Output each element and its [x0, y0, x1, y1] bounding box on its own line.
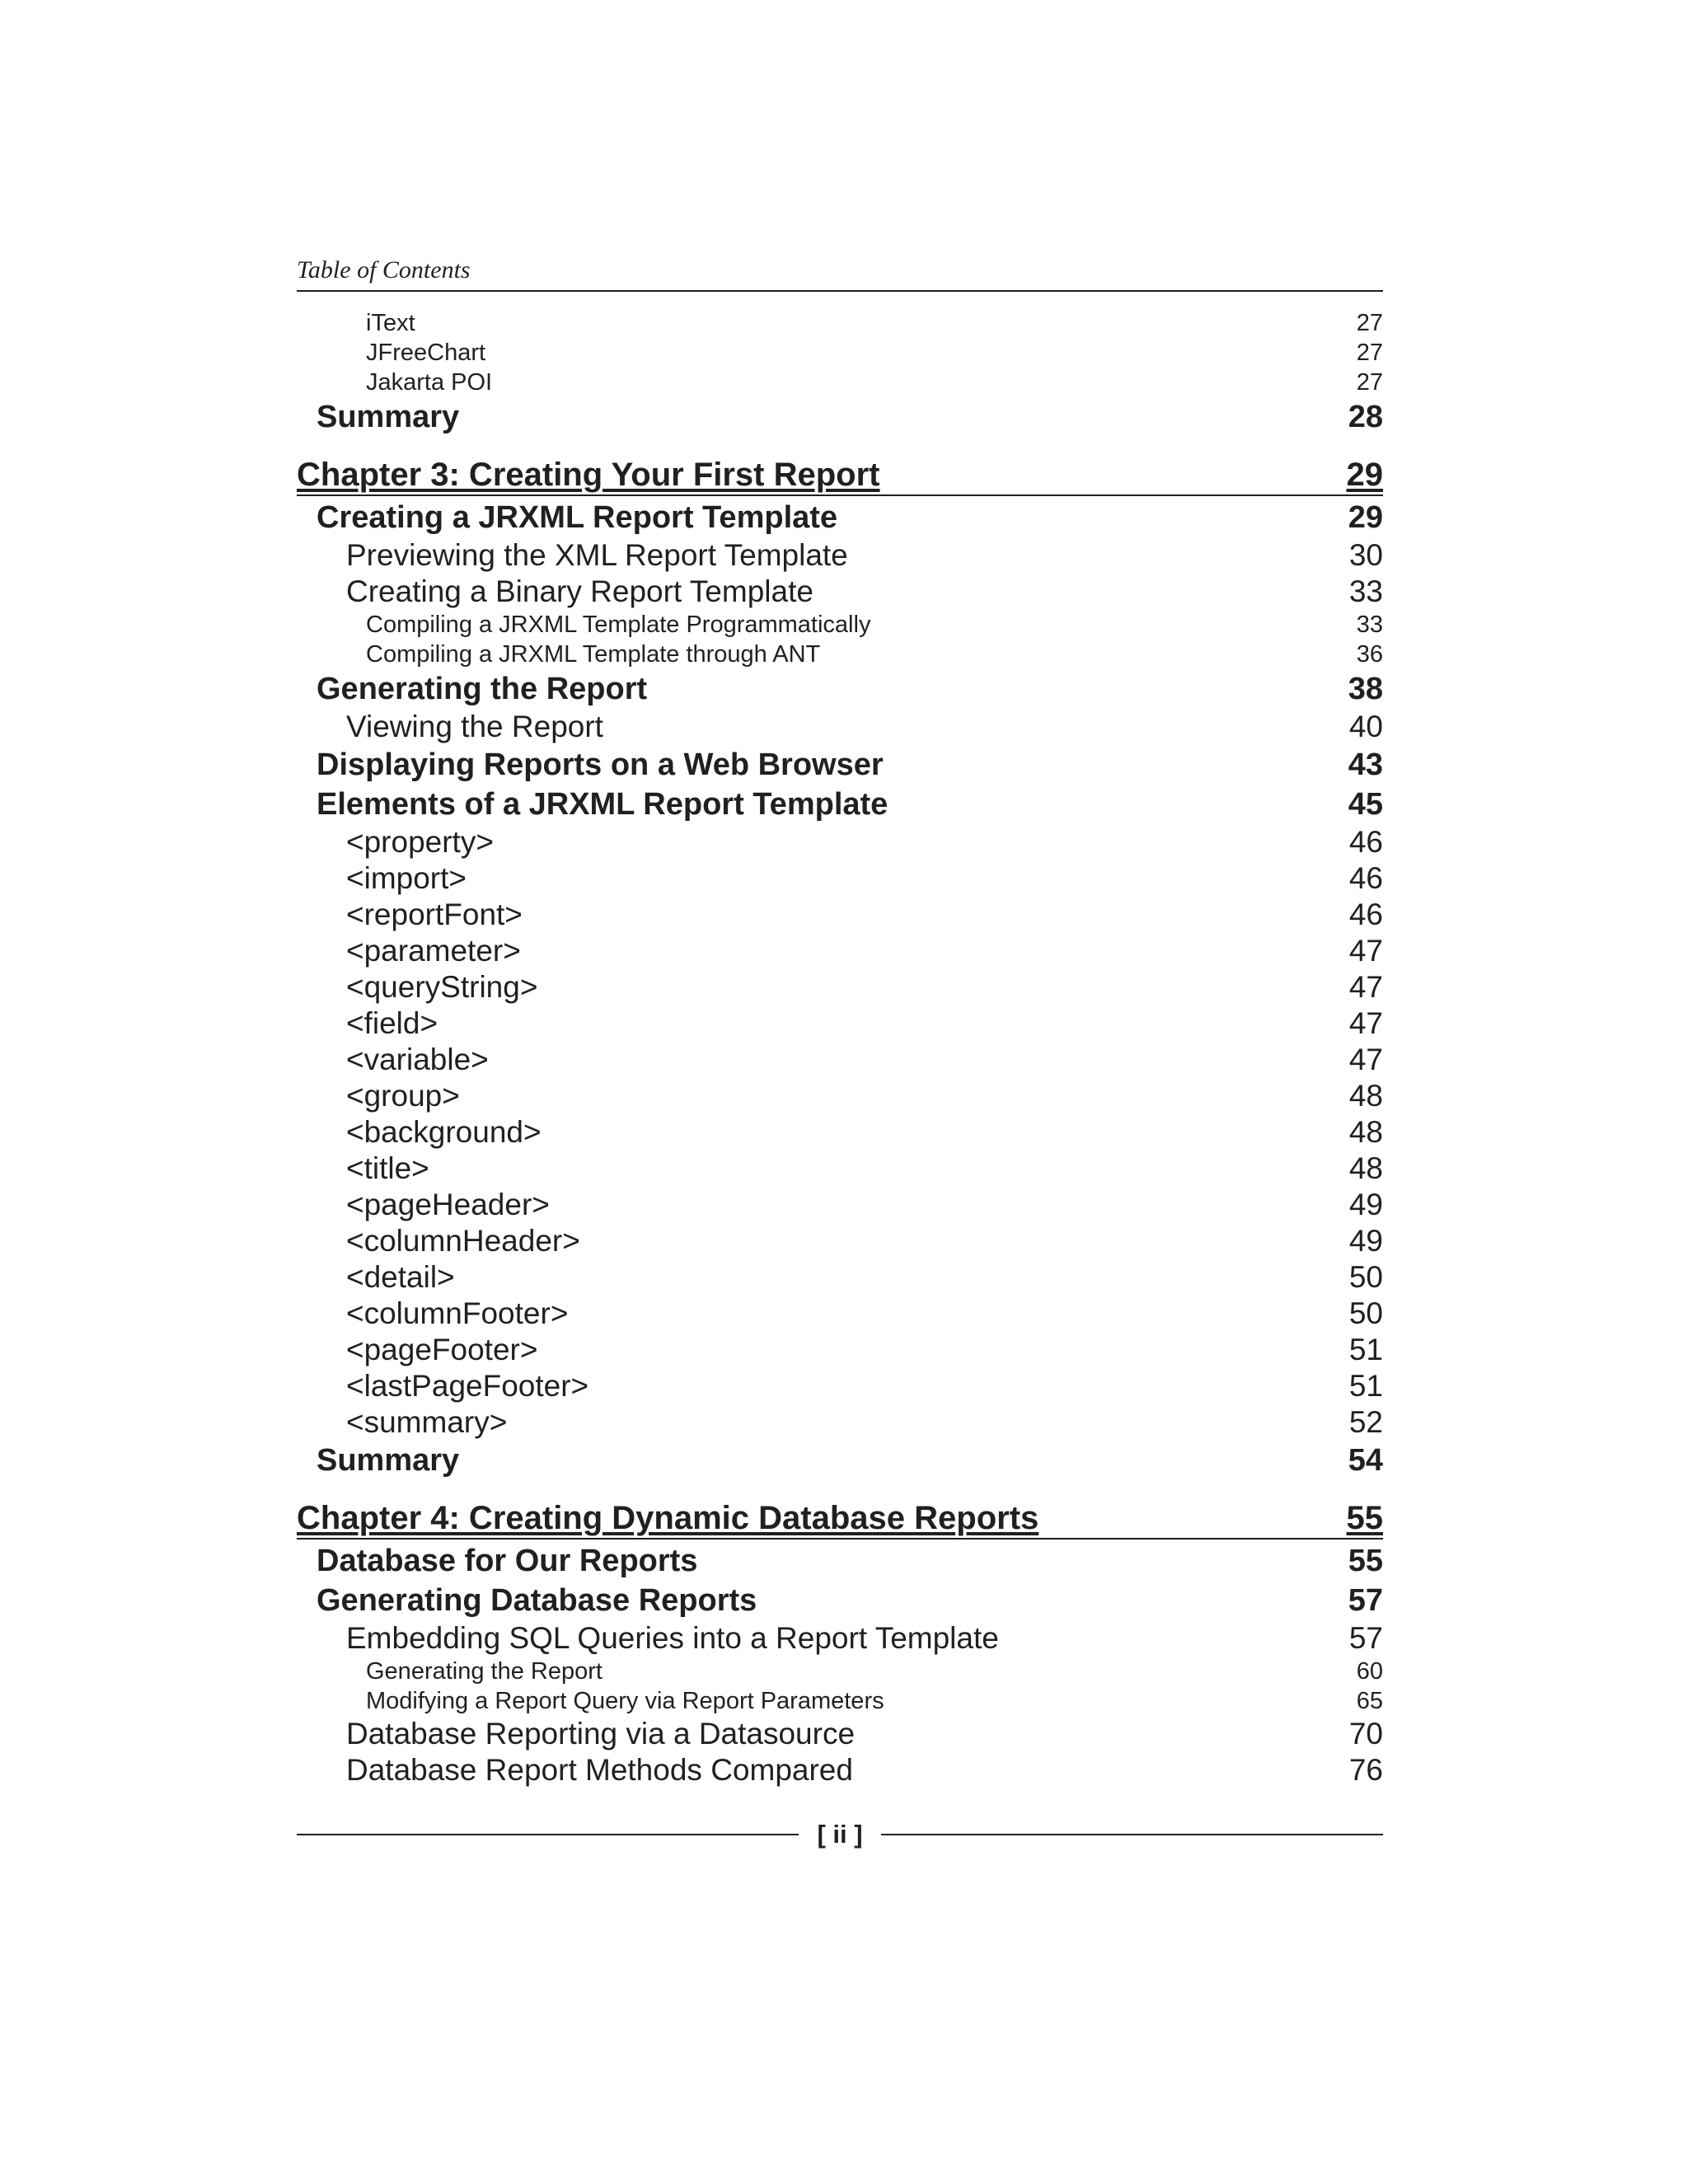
toc-entry-page: 46	[1348, 898, 1383, 931]
toc-entry-page: 47	[1348, 934, 1383, 968]
table-of-contents	[297, 308, 1383, 1788]
toc-entry-element-tag	[297, 1078, 1383, 1114]
toc-entry-page: 54	[1348, 1443, 1383, 1478]
toc-entry-previewing	[297, 537, 1383, 574]
toc-entry-element-tag	[297, 933, 1383, 969]
toc-entry-element-tag	[297, 1114, 1383, 1151]
toc-entry-compile-ant	[297, 640, 1383, 669]
toc-entry-element-tag	[297, 1005, 1383, 1042]
toc-entry-compile-programmatically	[297, 610, 1383, 640]
toc-entry-summary-ch2	[297, 397, 1383, 437]
toc-entry-label: Jakarta POI	[366, 369, 493, 396]
toc-entry-element-tag	[297, 1404, 1383, 1441]
toc-entry-element-tag	[297, 1223, 1383, 1259]
toc-entry-label: Elements of a JRXML Report Template	[316, 787, 889, 822]
toc-entry-label: Summary	[316, 400, 460, 434]
toc-entry-label: <variable>	[346, 1043, 489, 1076]
toc-entry-label: Modifying a Report Query via Report Parameters	[366, 1688, 884, 1714]
footer-rule-right	[881, 1834, 1383, 1835]
toc-entry-modifying-query	[297, 1686, 1383, 1716]
toc-entry-label: <queryString>	[346, 970, 538, 1004]
toc-entry-page: 47	[1348, 970, 1383, 1004]
toc-entry-page: 46	[1348, 861, 1383, 895]
toc-entry-page: 43	[1348, 748, 1383, 782]
toc-entry-datasource	[297, 1716, 1383, 1752]
toc-entry-element-tag	[297, 824, 1383, 860]
toc-entry-elements	[297, 785, 1383, 824]
toc-entry-element-tag	[297, 969, 1383, 1005]
toc-entry-label: Database Report Methods Compared	[346, 1753, 853, 1787]
toc-entry-label: <columnHeader>	[346, 1224, 580, 1258]
toc-entry-element-tag	[297, 1332, 1383, 1368]
toc-entry-creating-template	[297, 498, 1383, 537]
toc-entry-label: Database for Our Reports	[316, 1544, 698, 1578]
toc-entry-summary-ch3	[297, 1441, 1383, 1480]
toc-entry-page: 27	[1356, 340, 1383, 366]
toc-entry-label: Database Reporting via a Datasource	[346, 1717, 856, 1750]
toc-entry-label: <title>	[346, 1151, 429, 1185]
toc-entry-element-tag	[297, 1187, 1383, 1223]
toc-entry-database	[297, 1541, 1383, 1581]
toc-entry-label: Displaying Reports on a Web Browser	[316, 748, 884, 782]
toc-entry-page: 33	[1348, 574, 1383, 608]
toc-entry-page: 50	[1348, 1296, 1383, 1330]
toc-entry-label: Generating Database Reports	[316, 1583, 757, 1618]
toc-entry-label: <summary>	[346, 1405, 508, 1439]
toc-entry-label: Viewing the Report	[346, 710, 603, 743]
toc-entry-label: Summary	[316, 1443, 460, 1478]
toc-entry-label: <pageFooter>	[346, 1333, 538, 1366]
chapter-page: 29	[1346, 457, 1383, 493]
toc-entry-itext	[297, 308, 1383, 338]
toc-entry-jfreechart	[297, 338, 1383, 368]
toc-entry-page: 49	[1348, 1224, 1383, 1258]
toc-entry-label: <group>	[346, 1079, 460, 1113]
footer-rule-left	[297, 1834, 799, 1835]
toc-entry-generating-db	[297, 1581, 1383, 1620]
running-header: Table of Contents	[297, 255, 1383, 292]
toc-entry-label: JFreeChart	[366, 340, 486, 366]
toc-entry-web-browser	[297, 745, 1383, 785]
toc-entry-page: 48	[1348, 1079, 1383, 1113]
toc-entry-page: 57	[1348, 1621, 1383, 1655]
toc-entry-label: Compiling a JRXML Template through ANT	[366, 641, 821, 668]
toc-entry-page: 48	[1348, 1151, 1383, 1185]
toc-entry-label: Generating the Report	[366, 1658, 603, 1685]
toc-entry-label: <background>	[346, 1115, 542, 1149]
toc-entry-element-tag	[297, 897, 1383, 933]
toc-entry-label: <field>	[346, 1006, 438, 1040]
toc-entry-viewing-report	[297, 709, 1383, 745]
toc-entry-page: 40	[1348, 710, 1383, 743]
toc-entry-page: 76	[1348, 1753, 1383, 1787]
toc-entry-label: Creating a Binary Report Template	[346, 574, 814, 608]
toc-entry-element-tag	[297, 1259, 1383, 1296]
toc-entry-page: 70	[1348, 1717, 1383, 1750]
toc-entry-element-tag	[297, 1042, 1383, 1078]
toc-entry-page: 60	[1356, 1658, 1383, 1685]
toc-entry-label: <lastPageFooter>	[346, 1369, 589, 1403]
toc-entry-label: <parameter>	[346, 934, 521, 968]
chapter-title: Chapter 3: Creating Your First Report	[297, 457, 880, 493]
toc-entry-page: 36	[1356, 641, 1383, 668]
toc-entry-page: 28	[1348, 400, 1383, 434]
toc-entry-page: 47	[1348, 1006, 1383, 1040]
toc-entry-page: 46	[1348, 825, 1383, 859]
toc-entry-page: 47	[1348, 1043, 1383, 1076]
toc-entry-label: iText	[366, 310, 415, 336]
toc-entry-page: 27	[1356, 310, 1383, 336]
toc-entry-page: 49	[1348, 1188, 1383, 1221]
toc-chapter-3	[297, 455, 1383, 496]
toc-entry-page: 27	[1356, 369, 1383, 396]
toc-entry-page: 57	[1348, 1583, 1383, 1618]
toc-entry-label: <import>	[346, 861, 467, 895]
toc-entry-label: Compiling a JRXML Template Programmatically	[366, 612, 871, 638]
toc-entry-page: 52	[1348, 1405, 1383, 1439]
toc-entry-gen-report	[297, 1657, 1383, 1686]
toc-entry-element-tag	[297, 1151, 1383, 1187]
toc-entry-label: Creating a JRXML Report Template	[316, 500, 838, 535]
toc-entry-label: Generating the Report	[316, 672, 648, 706]
page-footer	[297, 1820, 1383, 1849]
toc-entry-label: <pageHeader>	[346, 1188, 550, 1221]
toc-entry-generating-report	[297, 669, 1383, 709]
toc-entry-element-tag	[297, 1368, 1383, 1404]
toc-entry-element-tag	[297, 860, 1383, 897]
toc-entry-label: Embedding SQL Queries into a Report Template	[346, 1621, 999, 1655]
toc-entry-embedding-sql	[297, 1620, 1383, 1657]
page-number: [ ii ]	[817, 1820, 863, 1849]
toc-entry-label: <columnFooter>	[346, 1296, 569, 1330]
toc-entry-page: 65	[1356, 1688, 1383, 1714]
toc-entry-page: 51	[1348, 1333, 1383, 1366]
toc-entry-page: 30	[1348, 538, 1383, 572]
toc-entry-label: <reportFont>	[346, 898, 523, 931]
toc-entry-label: Previewing the XML Report Template	[346, 538, 848, 572]
toc-entry-element-tag	[297, 1296, 1383, 1332]
toc-entry-label: <property>	[346, 825, 494, 859]
toc-chapter-4	[297, 1498, 1383, 1540]
toc-page	[297, 255, 1383, 1788]
toc-entry-binary-template	[297, 574, 1383, 610]
toc-entry-page: 45	[1348, 787, 1383, 822]
toc-entry-page: 50	[1348, 1260, 1383, 1294]
toc-entry-label: <detail>	[346, 1260, 455, 1294]
toc-entry-page: 38	[1348, 672, 1383, 706]
chapter-title: Chapter 4: Creating Dynamic Database Reports	[297, 1500, 1039, 1536]
toc-entry-jakarta-poi	[297, 368, 1383, 397]
toc-entry-page: 29	[1348, 500, 1383, 535]
toc-entry-page: 51	[1348, 1369, 1383, 1403]
toc-entry-methods-compared	[297, 1752, 1383, 1788]
toc-entry-page: 55	[1348, 1544, 1383, 1578]
toc-entry-page: 33	[1356, 612, 1383, 638]
toc-entry-page: 48	[1348, 1115, 1383, 1149]
chapter-page: 55	[1346, 1500, 1383, 1536]
